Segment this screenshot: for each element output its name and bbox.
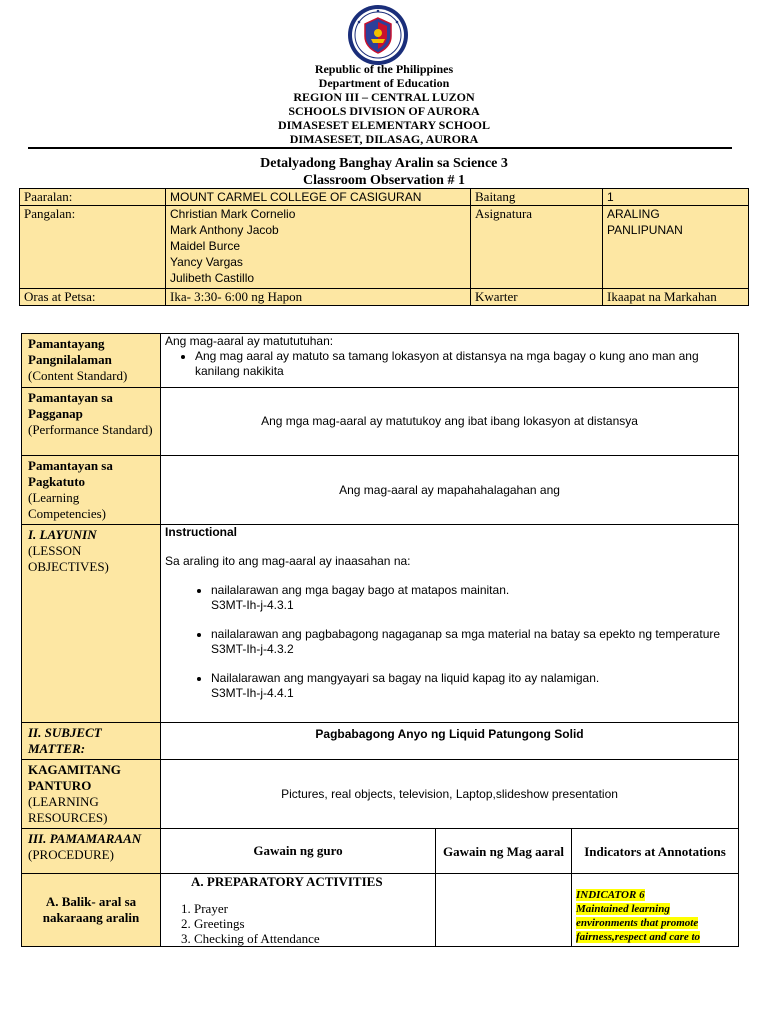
oras-value: Ika- 3:30- 6:00 ng Hapon	[166, 289, 471, 306]
asignatura-label: Asignatura	[471, 206, 603, 289]
competencies-row	[22, 456, 739, 525]
resources-title: KAGAMITANG PANTURO	[28, 762, 121, 793]
content-standard-row	[22, 334, 739, 388]
pangalan-label: Pangalan:	[20, 206, 166, 289]
objective-code: S3MT-Ih-j-4.3.1	[211, 598, 294, 612]
objectives-content	[161, 525, 739, 723]
paaralan-label: Paaralan:	[20, 189, 166, 206]
resources-row	[22, 760, 739, 829]
procedure-header-row	[22, 829, 739, 874]
info-row	[20, 289, 749, 306]
objective-item	[211, 627, 734, 657]
procedure-title: III. PAMAMARAAN	[28, 831, 142, 846]
performance-standard-label	[22, 388, 161, 456]
asignatura-value-line: ARALING	[607, 207, 660, 221]
teacher-activity-header: Gawain ng guro	[161, 829, 436, 874]
title-line-1: Detalyadong Banghay Aralin sa Science 3	[260, 156, 508, 171]
procedure-sub: (PROCEDURE)	[28, 847, 114, 862]
objectives-intro: Sa araling ito ang mag-aaral ay inaasahan na:	[165, 554, 411, 568]
objective-item	[211, 583, 734, 613]
kwarter-value: Ikaapat na Markahan	[603, 289, 749, 306]
name-item: Mark Anthony Jacob	[170, 223, 279, 237]
content-standard-intro: Ang mag-aaral ay matututuhan:	[165, 334, 334, 348]
header-line: DIMASESET, DILASAG, AURORA	[289, 132, 479, 146]
name-item: Julibeth Castillo	[170, 271, 255, 285]
objectives-label	[22, 525, 161, 723]
procedure-label	[22, 829, 161, 874]
header-line: Department of Education	[318, 76, 450, 90]
baitang-value: 1	[603, 189, 749, 206]
resources-sub: (LEARNING RESOURCES)	[28, 794, 108, 825]
preparatory-step: 3. Checking of Attendance	[181, 931, 320, 946]
header-line: DIMASESET ELEMENTARY SCHOOL	[277, 118, 491, 132]
info-row	[20, 189, 749, 206]
competencies-sub: (Learning Competencies)	[28, 490, 106, 521]
competencies-text: Ang mag-aaral ay mapahahalagahan ang	[161, 456, 739, 525]
objectives-title: I. LAYUNIN	[28, 527, 97, 542]
review-label: A. Balik- aral sa nakaraang aralin	[22, 874, 161, 947]
content-standard-sub: (Content Standard)	[28, 368, 128, 383]
header-divider	[28, 147, 732, 149]
performance-standard-sub: (Performance Standard)	[28, 422, 153, 437]
objectives-heading: Instructional	[165, 525, 238, 539]
oras-label: Oras at Petsa:	[20, 289, 166, 306]
content-standard-text	[161, 334, 739, 388]
paaralan-value: MOUNT CARMEL COLLEGE OF CASIGURAN	[166, 189, 471, 206]
objective-code: S3MT-Ih-j-4.4.1	[211, 686, 294, 700]
document-title	[0, 155, 768, 189]
content-standard-label	[22, 334, 161, 388]
indicator-cell	[572, 874, 739, 947]
resources-label	[22, 760, 161, 829]
competencies-label	[22, 456, 161, 525]
names-list	[166, 206, 471, 289]
preparatory-step: 1. Prayer	[181, 901, 228, 916]
performance-standard-title: Pamantayan sa Pagganap	[28, 390, 113, 421]
objective-code: S3MT-Ih-j-4.3.2	[211, 642, 294, 656]
objective-text: • Nailalarawan ang mangyayari sa bagay na liquid kapag ito ay nalamigan.	[211, 671, 600, 685]
subject-matter-text: Pagbabagong Anyo ng Liquid Patungong Solid	[161, 723, 739, 760]
preparatory-heading: A. PREPARATORY ACTIVITIES	[191, 874, 383, 889]
performance-standard-text: Ang mga mag-aaral ay matutukoy ang ibat ibang lokasyon at distansya	[161, 388, 739, 456]
review-activities	[161, 874, 436, 947]
review-row	[22, 874, 739, 947]
indicator-title: INDICATOR 6	[576, 889, 645, 901]
objectives-sub: (LESSON OBJECTIVES)	[28, 543, 109, 574]
baitang-label: Baitang	[471, 189, 603, 206]
content-standard-title: Pamantayang Pangnilalaman	[28, 336, 112, 367]
name-item: Yancy Vargas	[170, 255, 243, 269]
indicator-text: Maintained learning environments that promote fairness,respect and care to	[576, 903, 701, 943]
competencies-title: Pamantayan sa Pagkatuto	[28, 458, 113, 489]
name-item: Christian Mark Cornelio	[170, 207, 296, 221]
asignatura-value-line: PANLIPUNAN	[607, 223, 683, 237]
name-item: Maidel Burce	[170, 239, 241, 253]
objective-text: • nailalarawan ang pagbabagong nagaganap sa mga material na batay sa epekto ng temperature	[211, 627, 721, 641]
resources-text: Pictures, real objects, television, Laptop,slideshow presentation	[161, 760, 739, 829]
lesson-plan-table	[21, 333, 739, 947]
indicator-block	[576, 888, 734, 944]
kwarter-label: Kwarter	[471, 289, 603, 306]
subject-matter-row	[22, 723, 739, 760]
content-standard-bullet: • Ang mag aaral ay matuto sa tamang lokasyon at distansya na mga bagay o kung ano man ang kanilang nakikita	[195, 349, 734, 379]
performance-standard-row	[22, 388, 739, 456]
title-line-2: Classroom Observation # 1	[303, 173, 465, 188]
header-line: SCHOOLS DIVISION OF AURORA	[288, 104, 480, 118]
header-line: Republic of the Philippines	[314, 62, 454, 76]
subject-matter-label	[22, 723, 161, 760]
asignatura-value	[603, 206, 749, 289]
info-row	[20, 206, 749, 289]
info-table	[19, 188, 749, 306]
school-header	[0, 62, 768, 146]
indicators-header: Indicators at Annotations	[572, 829, 739, 874]
deped-seal-icon	[347, 4, 409, 66]
preparatory-step: 2. Greetings	[181, 916, 245, 931]
objectives-row	[22, 525, 739, 723]
student-activity-cell	[436, 874, 572, 947]
header-line: REGION III – CENTRAL LUZON	[293, 90, 475, 104]
objective-text: • nailalarawan ang mga bagay bago at matapos mainitan.	[211, 583, 510, 597]
student-activity-header: Gawain ng Mag aaral	[436, 829, 572, 874]
subject-matter-title: II. SUBJECT MATTER:	[28, 725, 102, 756]
objective-item	[211, 671, 734, 701]
